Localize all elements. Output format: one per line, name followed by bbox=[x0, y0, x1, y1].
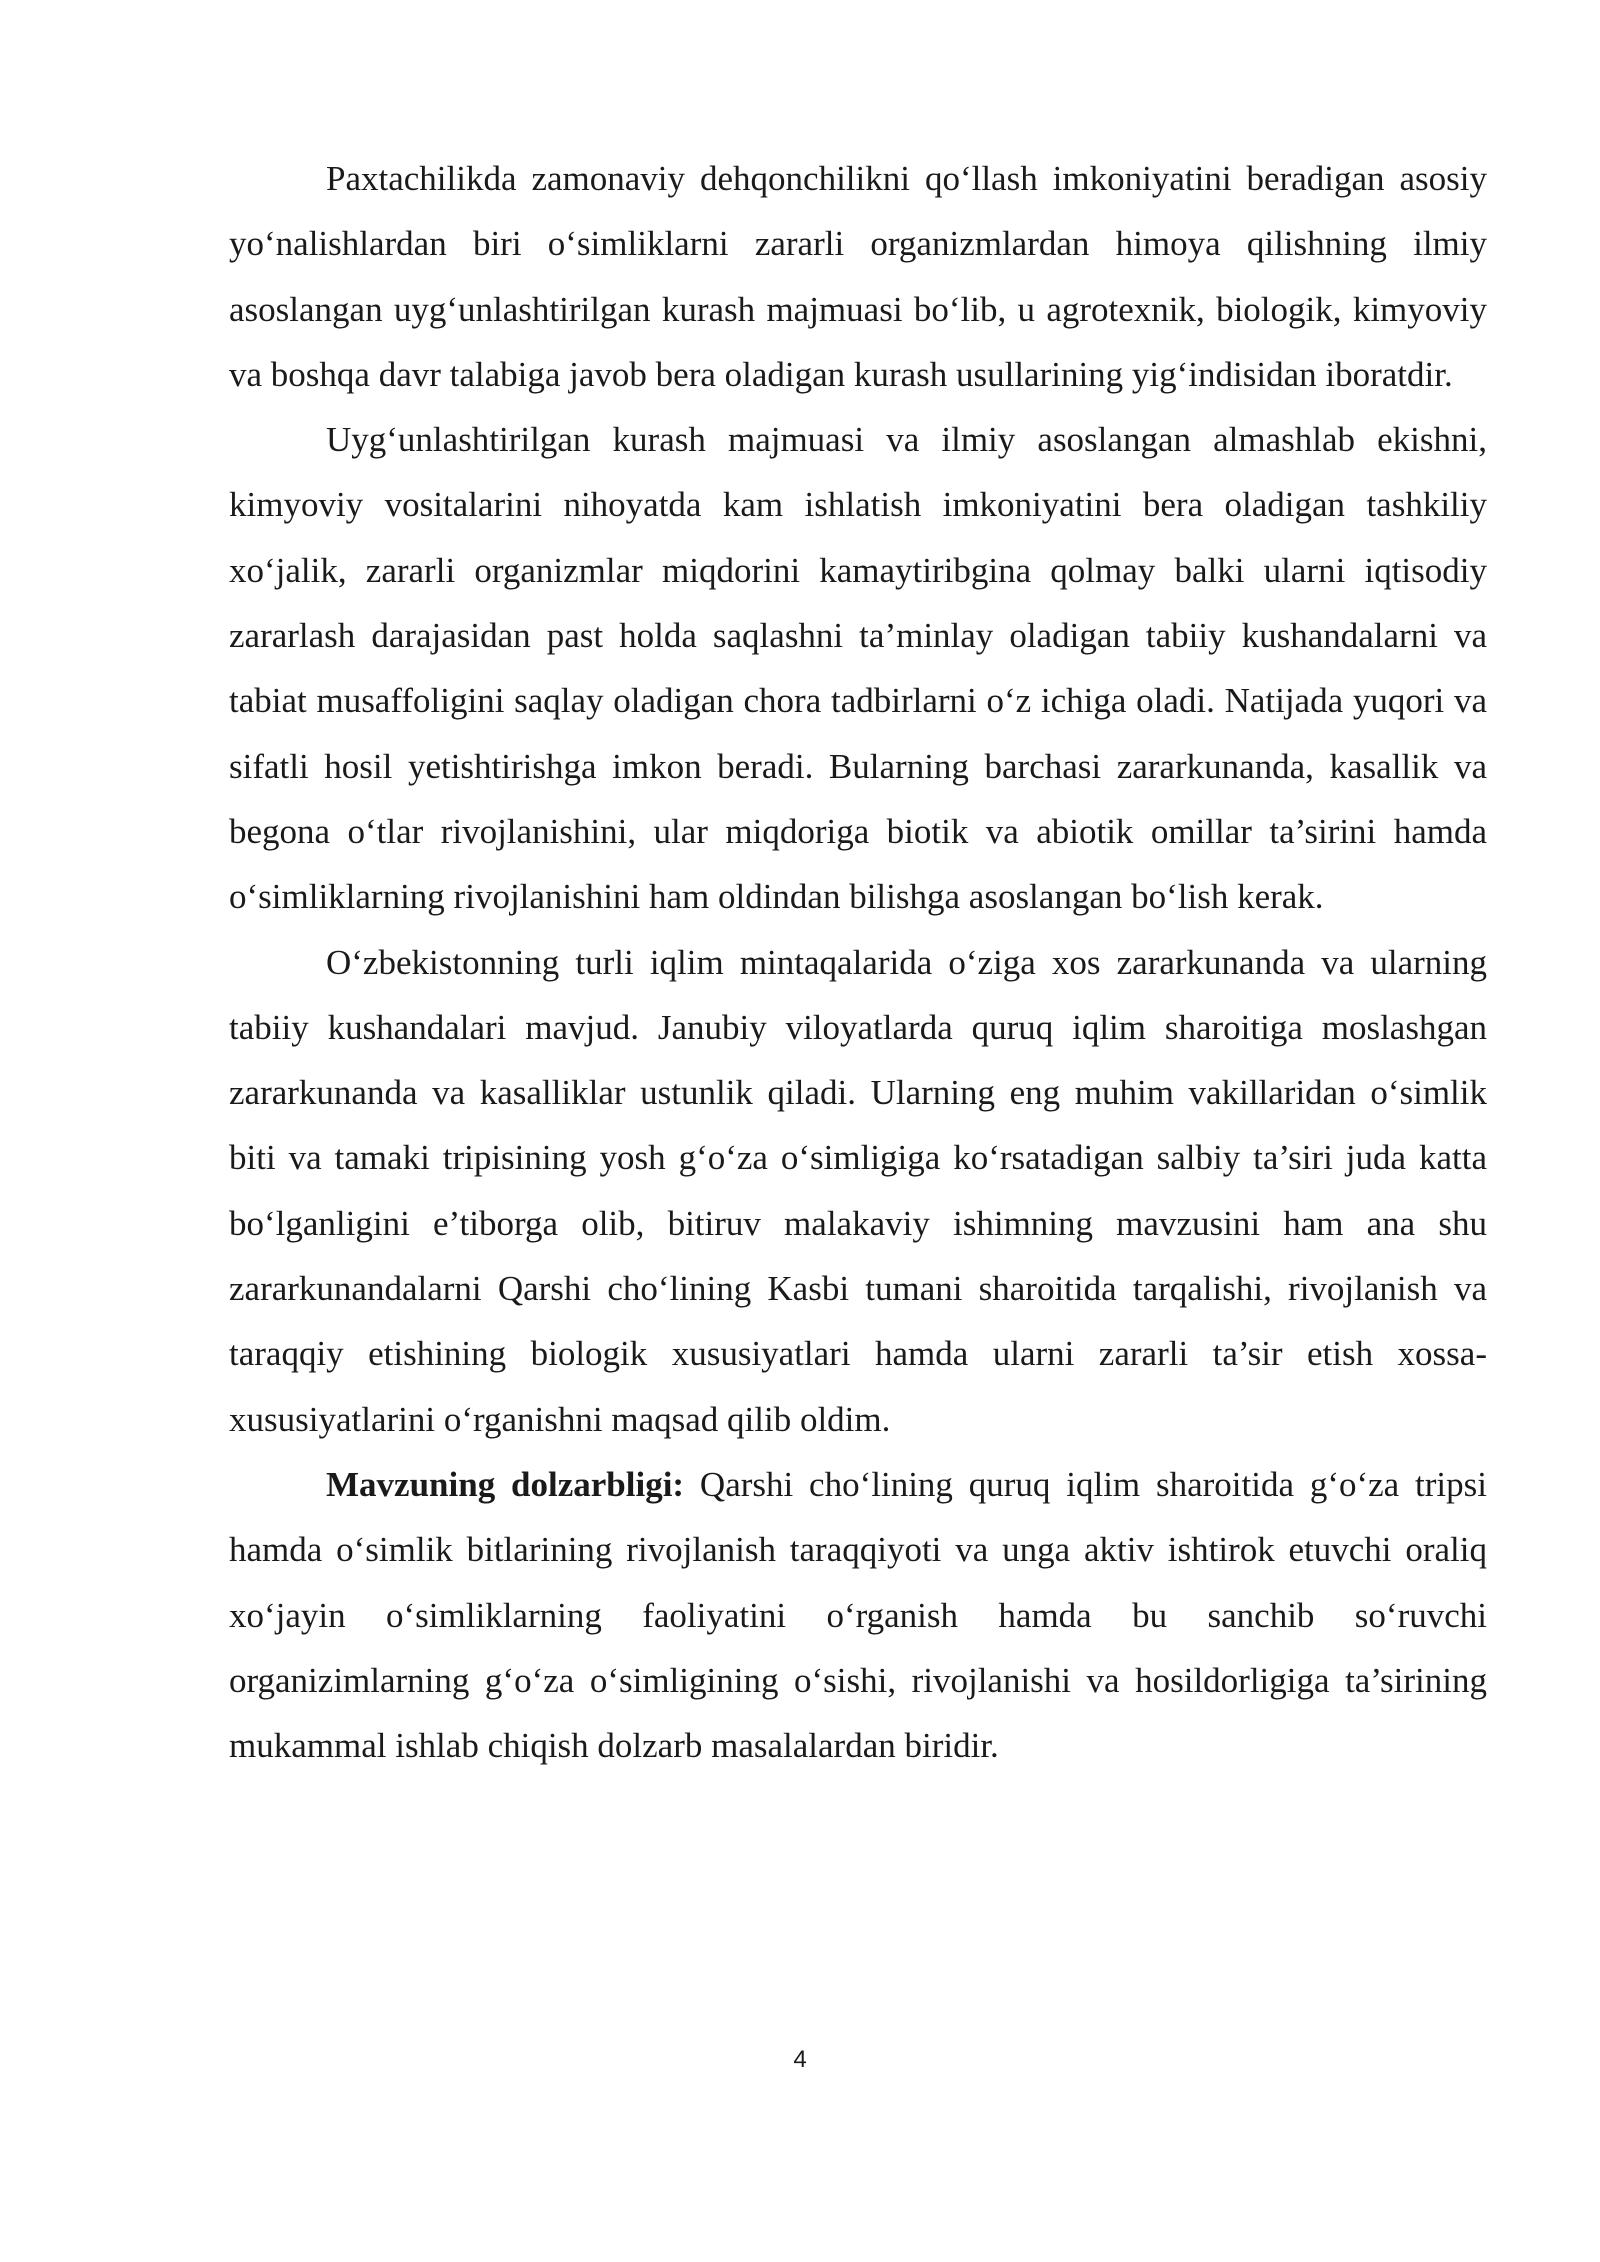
paragraph-2 bbox=[229, 407, 1487, 929]
paragraph-3 bbox=[229, 930, 1487, 1452]
paragraph-1-text: Paxtachilikda zamonaviy dehqonchilikni qo‘llash imkoniyatini beradigan asosiy yo‘nalishlardan biri o‘simliklarni zararli organizmlardan himoya qilishning ilmiy asoslangan uyg‘unlashtirilgan kurash majmuasi bo‘lib, u agrotexnik, biologik, kimyoviy va boshqa davr talabiga javob bera oladigan kurash usullarining yig‘indisidan iboratdir. bbox=[229, 159, 1487, 394]
paragraph-3-text: O‘zbekistonning turli iqlim mintaqalarida o‘ziga xos zararkunanda va ularning tabiiy kushandalari mavjud. Janubiy viloyatlarda quruq iqlim sharoitiga moslashgan zararkunanda va kasalliklar ustunlik qiladi. Ularning eng muhim vakillaridan o‘simlik biti va tamaki tripisining yosh g‘o‘za o‘simligiga ko‘rsatadigan salbiy ta’siri juda katta bo‘lganligini e’tiborga olib, bitiruv malakaviy ishimning mavzusini ham ana shu zararkunandalarni Qarshi cho‘lining Kasbi tumani sharoitida tarqalishi, rivojlanish va taraqqiy etishining biologik xususiyatlari hamda ularni zararli ta’sir etish xossa-xususiyatlarini o‘rganishni maqsad qilib oldim. bbox=[229, 942, 1487, 1439]
paragraph-4-text: Qarshi cho‘lining quruq iqlim sharoitida g‘o‘za tripsi hamda o‘simlik bitlarining rivojlanish taraqqiyoti va unga aktiv ishtirok etuvchi oraliq xo‘jayin o‘simliklarning faoliyatini o‘rganish hamda bu sanchib so‘ruvchi organizimlarning g‘o‘za o‘simligining o‘sishi, rivojlanishi va hosildorligiga ta’sirining mukammal ishlab chiqish dolzarb masalalardan biridir. bbox=[229, 1464, 1487, 1766]
page-number: 4 bbox=[793, 2046, 807, 2073]
relevance-heading: Mavzuning dolzarbligi: bbox=[326, 1464, 685, 1504]
paragraph-4 bbox=[229, 1452, 1487, 1778]
paragraph-2-text: Uyg‘unlashtirilgan kurash majmuasi va ilmiy asoslangan almashlab ekishni, kimyoviy vositalarini nihoyatda kam ishlatish imkoniyatini bera oladigan tashkiliy xo‘jalik, zararli organizmlar miqdorini kamaytiribgina qolmay balki ularni iqtisodiy zararlash darajasidan past holda saqlashni ta’minlay oladigan tabiiy kushandalarni va tabiat musaffoligini saqlay oladigan chora tadbirlarni o‘z ichiga oladi. Natijada yuqori va sifatli hosil yetishtirishga imkon beradi. Bularning barchasi zararkunanda, kasallik va begona o‘tlar rivojlanishini, ular miqdoriga biotik va abiotik omillar ta’sirini hamda o‘simliklarning rivojlanishini ham oldindan bilishga asoslangan bo‘lish kerak. bbox=[229, 420, 1487, 917]
paragraph-1 bbox=[229, 146, 1487, 407]
body-text bbox=[229, 146, 1487, 1778]
